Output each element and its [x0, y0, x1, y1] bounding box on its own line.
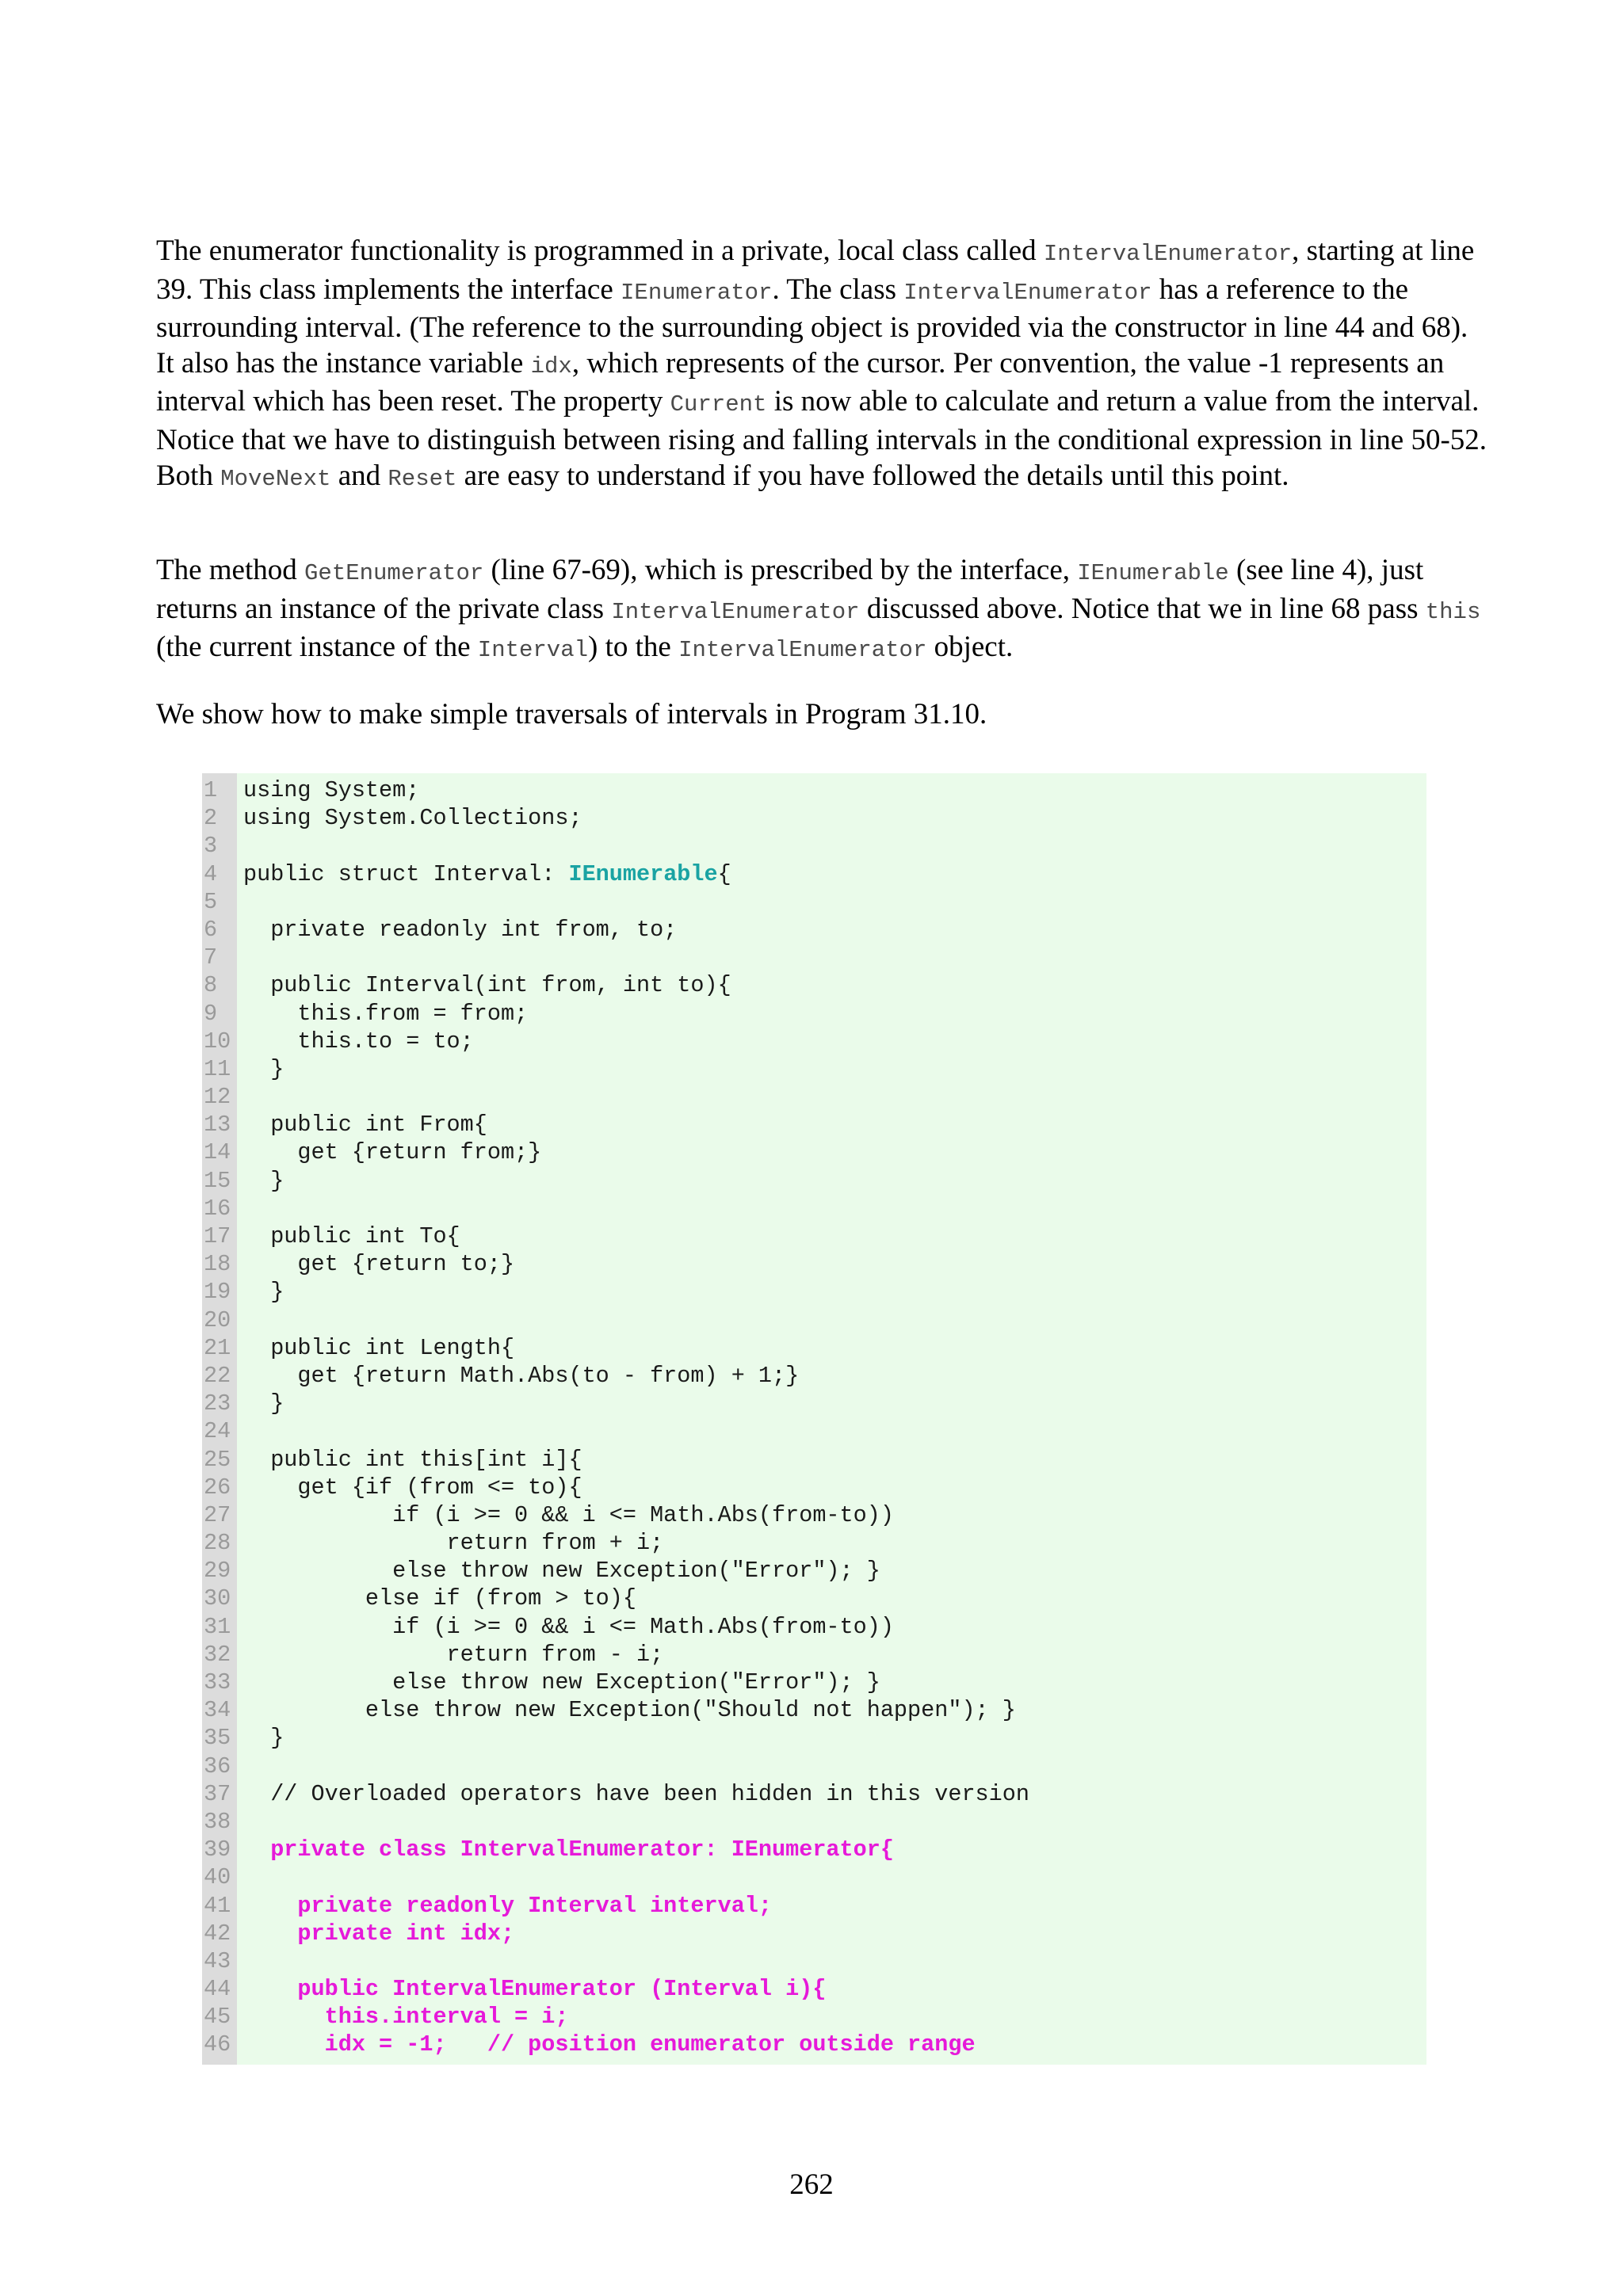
code-text [237, 777, 419, 803]
code-line [202, 1557, 1029, 1585]
line-number: 23 [204, 1390, 231, 1417]
code-token: get {return to;} [243, 1251, 515, 1278]
code-line [202, 1195, 1029, 1222]
line-number: 41 [204, 1892, 231, 1919]
line-number: 43 [204, 1947, 231, 1974]
inline-code: IEnumerable [1077, 560, 1229, 586]
line-number: 16 [204, 1195, 231, 1222]
line-number: 3 [204, 833, 218, 860]
code-text [237, 944, 243, 971]
code-line [202, 804, 1029, 832]
code-text [237, 1920, 514, 1947]
code-line [202, 1222, 1029, 1250]
highlighted-code: private int idx; [243, 1920, 515, 1947]
line-number: 30 [204, 1585, 231, 1612]
line-number: 9 [204, 1000, 218, 1027]
line-number: 19 [204, 1279, 231, 1306]
code-token: this.from = from; [243, 1000, 529, 1027]
highlighted-code: private readonly Interval interval; [243, 1892, 773, 1919]
code-text [237, 2031, 976, 2058]
code-line [202, 1306, 1029, 1334]
code-line [202, 1641, 1029, 1669]
page-number: 262 [789, 2168, 834, 2201]
code-line [202, 916, 1029, 944]
code-line [202, 1753, 1029, 1780]
code-token: } [243, 1167, 285, 1194]
code-text [237, 972, 731, 998]
code-text [237, 1112, 487, 1138]
code-text [237, 2004, 568, 2030]
line-number: 44 [204, 1976, 231, 2003]
code-line [202, 1501, 1029, 1529]
code-text [237, 1781, 1029, 1807]
code-token: return from + i; [243, 1530, 664, 1557]
code-listing [202, 773, 1426, 2065]
line-number: 8 [204, 972, 218, 999]
code-text [237, 1976, 826, 2002]
code-line [202, 1529, 1029, 1557]
code-text [237, 1669, 880, 1695]
code-token: get {return from;} [243, 1139, 542, 1166]
code-token: get {return Math.Abs(to - from) + 1;} [243, 1362, 800, 1389]
text-run: (the current instance of the [156, 631, 478, 664]
code-text [237, 1697, 1016, 1723]
code-line [202, 776, 1029, 804]
code-line [202, 1390, 1029, 1417]
code-text [237, 917, 677, 943]
code-line [202, 971, 1029, 999]
text-run: is now able to calculate and return a value from the interval. Notice that we have to distinguish between rising and falling intervals in the conditional expression in line 50-52. Both [156, 385, 1487, 492]
paragraph-traversals-intro [156, 697, 1487, 733]
code-text [237, 1753, 243, 1779]
code-text [237, 1279, 284, 1305]
code-token: // Overloaded operators have been hidden in this version [243, 1780, 1029, 1807]
text-run: has a reference to the surrounding interval. (The reference to the surrounding object is provided via the constructor in line 44 and 68). It also has the instance variable [156, 273, 1468, 379]
line-number: 1 [204, 777, 218, 803]
code-line [202, 1138, 1029, 1166]
code-lines [202, 776, 1029, 2059]
code-text [237, 1447, 582, 1473]
inline-code: Current [670, 391, 767, 418]
code-line [202, 832, 1029, 860]
paragraph-getenumerator-description [156, 553, 1487, 669]
line-number: 18 [204, 1251, 231, 1278]
code-token: } [243, 1055, 285, 1082]
code-text [237, 1056, 284, 1082]
inline-code: IntervalEnumerator [678, 637, 927, 664]
text-run: and [330, 459, 388, 492]
code-text [237, 1948, 243, 1974]
code-text [237, 805, 582, 831]
line-number: 29 [204, 1558, 231, 1585]
text-run: discussed above. Notice that we in line 68 pass [859, 592, 1426, 625]
line-number: 11 [204, 1055, 231, 1082]
code-text [237, 1139, 541, 1165]
code-line [202, 1613, 1029, 1641]
code-line [202, 1334, 1029, 1362]
code-line [202, 2031, 1029, 2058]
code-text [237, 1864, 243, 1890]
code-text [237, 861, 731, 887]
line-number: 12 [204, 1084, 231, 1111]
code-text [237, 1474, 582, 1501]
code-line [202, 1696, 1029, 1724]
code-text [237, 1585, 636, 1611]
line-number: 42 [204, 1920, 231, 1947]
code-line [202, 1167, 1029, 1195]
inline-code: IntervalEnumerator [903, 279, 1152, 306]
code-text [237, 1418, 243, 1444]
line-number: 35 [204, 1725, 231, 1752]
text-run: We show how to make simple traversals of intervals in Program 31.10. [156, 698, 987, 730]
code-line [202, 1028, 1029, 1055]
code-token: public int From{ [243, 1112, 487, 1138]
code-line [202, 1055, 1029, 1083]
line-number: 34 [204, 1697, 231, 1724]
code-line [202, 944, 1029, 971]
code-line [202, 1250, 1029, 1278]
code-text [237, 1001, 528, 1027]
code-line [202, 2003, 1029, 2031]
line-number: 5 [204, 888, 218, 915]
highlighted-code: private class IntervalEnumerator: IEnumerator{ [243, 1836, 894, 1863]
code-token: } [243, 1279, 285, 1306]
code-token: public struct Interval: [243, 860, 569, 887]
inline-code: idx [530, 353, 572, 379]
code-line [202, 1947, 1029, 1975]
text-run: , which represents of the cursor. Per convention, the value -1 represents an interval which has been reset. The property [156, 346, 1445, 418]
code-line [202, 1892, 1029, 1920]
code-text [237, 1725, 284, 1751]
code-token: public int this[int i]{ [243, 1446, 582, 1473]
code-token: else throw new Exception("Error"); } [243, 1669, 880, 1695]
code-token: else if (from > to){ [243, 1585, 636, 1612]
code-line [202, 1808, 1029, 1836]
code-text [237, 1084, 243, 1110]
code-token: { [717, 860, 731, 887]
text-run: (see line 4), just returns an instance of the private class [156, 554, 1424, 625]
code-line [202, 860, 1029, 888]
paragraph-enumerator-description [156, 234, 1487, 497]
code-text [237, 1642, 663, 1668]
code-line [202, 1920, 1029, 1947]
text-run: object. [926, 631, 1014, 664]
inline-code: IEnumerator [621, 279, 773, 306]
code-token: get {if (from <= to){ [243, 1474, 582, 1501]
line-number: 27 [204, 1501, 231, 1528]
line-number: 7 [204, 944, 218, 971]
code-line [202, 1111, 1029, 1138]
code-token: this.to = to; [243, 1028, 474, 1055]
text-run: are easy to understand if you have followed the details until this point. [456, 459, 1289, 492]
code-text [237, 1530, 663, 1556]
code-text [237, 1223, 460, 1249]
code-token: else throw new Exception("Error"); } [243, 1558, 880, 1585]
code-text [237, 1836, 894, 1863]
line-number: 13 [204, 1112, 231, 1138]
code-line [202, 1446, 1029, 1474]
code-line [202, 1474, 1029, 1501]
line-number: 33 [204, 1669, 231, 1695]
code-line [202, 888, 1029, 916]
line-number: 31 [204, 1613, 231, 1640]
code-text [237, 1502, 894, 1528]
line-number: 20 [204, 1306, 231, 1333]
line-number: 17 [204, 1223, 231, 1249]
line-number: 32 [204, 1641, 231, 1668]
text-run: , starting at line 39. This class implements the interface [156, 235, 1475, 306]
code-line [202, 1417, 1029, 1445]
line-number: 21 [204, 1334, 231, 1361]
inline-code: MoveNext [220, 465, 331, 492]
text-run: (line 67-69), which is prescribed by the interface, [483, 554, 1078, 586]
code-token: public Interval(int from, int to){ [243, 972, 731, 999]
code-token: private readonly int from, to; [243, 916, 678, 943]
line-number: 46 [204, 2031, 231, 2058]
inline-code: Reset [388, 465, 457, 492]
code-text [237, 1168, 284, 1194]
code-line [202, 1000, 1029, 1028]
line-number: 4 [204, 860, 218, 887]
code-line [202, 1975, 1029, 2003]
code-line [202, 1724, 1029, 1752]
code-text [237, 1196, 243, 1222]
text-run: . The class [772, 273, 904, 306]
code-line [202, 1083, 1029, 1111]
line-number: 10 [204, 1028, 231, 1055]
code-token: if (i >= 0 && i <= Math.Abs(from-to)) [243, 1501, 894, 1528]
code-text [237, 1614, 894, 1640]
line-number: 6 [204, 916, 218, 943]
code-token: if (i >= 0 && i <= Math.Abs(from-to)) [243, 1613, 894, 1640]
code-line [202, 1278, 1029, 1306]
code-line [202, 1362, 1029, 1390]
line-number: 25 [204, 1446, 231, 1473]
line-number: 14 [204, 1139, 231, 1166]
line-number: 39 [204, 1836, 231, 1863]
text-run: The enumerator functionality is programmed in a private, local class called [156, 235, 1044, 267]
code-line [202, 1780, 1029, 1808]
code-token: } [243, 1725, 285, 1752]
text-run: The method [156, 554, 305, 586]
code-text [237, 833, 243, 859]
code-text [237, 1893, 772, 1919]
line-number: 26 [204, 1474, 231, 1501]
line-number: 2 [204, 805, 218, 832]
code-token: using System.Collections; [243, 805, 582, 832]
code-text [237, 1251, 514, 1277]
highlighted-code: this.interval = i; [243, 2004, 569, 2031]
code-line [202, 1669, 1029, 1696]
code-text [237, 1390, 284, 1417]
code-text [237, 1809, 243, 1835]
code-line [202, 1863, 1029, 1891]
code-line [202, 1585, 1029, 1612]
code-text [237, 889, 243, 915]
code-text [237, 1558, 880, 1584]
line-number: 36 [204, 1753, 231, 1779]
inline-code: IntervalEnumerator [611, 598, 860, 625]
highlighted-code: public IntervalEnumerator (Interval i){ [243, 1976, 827, 2003]
code-text [237, 1363, 799, 1389]
keyword-token: IEnumerable [568, 860, 718, 887]
line-number: 24 [204, 1418, 231, 1445]
line-number: 22 [204, 1362, 231, 1389]
line-number: 15 [204, 1167, 231, 1194]
code-token: using System; [243, 777, 420, 803]
inline-code: GetEnumerator [304, 560, 484, 586]
line-number: 37 [204, 1780, 231, 1807]
line-number: 38 [204, 1808, 231, 1835]
highlighted-code: idx = -1; // position enumerator outside range [243, 2031, 976, 2058]
code-token: return from - i; [243, 1641, 664, 1668]
code-token: public int Length{ [243, 1334, 515, 1361]
inline-code: this [1425, 598, 1481, 625]
inline-code: IntervalEnumerator [1043, 241, 1293, 267]
code-text [237, 1335, 514, 1361]
code-line [202, 1836, 1029, 1863]
line-number: 28 [204, 1530, 231, 1557]
line-number: 45 [204, 2004, 231, 2031]
code-token: public int To{ [243, 1223, 460, 1249]
text-run: ) to the [588, 631, 679, 664]
code-token: } [243, 1390, 285, 1417]
inline-code: Interval [477, 637, 589, 664]
code-token: else throw new Exception("Should not happen"); } [243, 1697, 1016, 1724]
line-number: 40 [204, 1864, 231, 1891]
code-text [237, 1028, 474, 1055]
code-text [237, 1307, 243, 1333]
